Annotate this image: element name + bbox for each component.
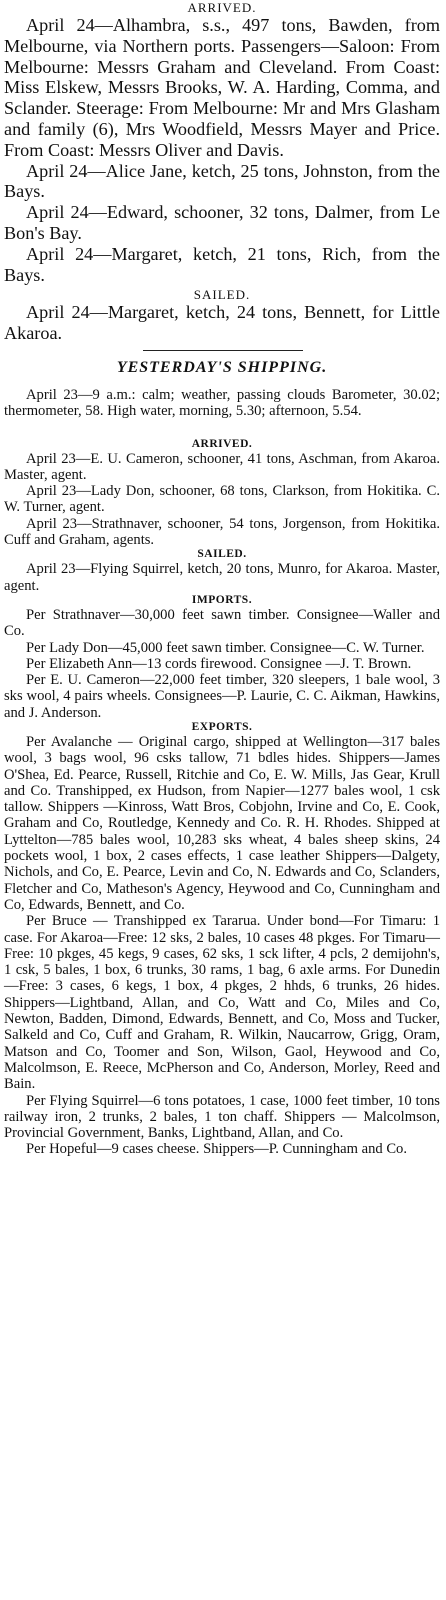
arrived-heading: ARRIVED.: [187, 0, 257, 15]
import-entry: Per Strathnaver—30,000 feet sawn timber. Consignee—Waller and Co.: [4, 606, 440, 640]
export-entry: Per Avalanche — Original cargo, shipped at Wellington—317 bales wool, 3 bags wool, 96 csks tallow, 71 bdles hides. Shippers—James O'Shea, Ed. Pearce, Russell, Ritchie and Co, E. W. Mills, Jas Gear, Krull and Co. Transhipped, ex Hudson, from Napier—1277 bales wool, 1 csk tallow. Shippers —Kinross, Watt Bros, Cobjohn, Irvine and Co, E. Cook, Graham and Co, Routledge, Kennedy and Co. R. H. Rhodes. Shipped at Lyttelton—785 bales wool, 10,283 sks wheat, 4 bales sheep skins, 24 pockets wool, 1 box, 2 cases effects, 1 case leather Shippers—Dalgety, Nichols, and Co, E. Pearce, Levin and Co, N. Edwards and Co, Sclanders, Fletcher and Co, Matheson's Agency, Heywood and Co, Cunningham and Co, Edwards, Bennett, and Co.: [4, 734, 440, 913]
export-entry: Per Bruce — Transhipped ex Tararua. Under bond—For Timaru: 1 case. For Akaroa—Free: 12 sks, 2 bales, 10 cases 48 pkges. For Timaru—Free: 10 pkges, 45 kegs, 9 cases, 62 sks, 1 sck lifter, 4 pcls, 2 demijohn's, 1 csk, 5 bales, 1 box, 6 trunks, 30 rams, 1 bag, 6 axle arms. For Dunedin—Free: 3 cases, 6 kegs, 1 box, 4 pkges, 2 hhds, 6 trunks, 26 hides. Shippers—Lightband, Allan, and Co, Watt and Co, Miles and Co, Newton, Badden, Dimond, Edwards, Bennett, and Co, Moss and Tucker, Salkeld and Co, Cuff and Graham, R. Wilkin, Naucarrow, Grigg, Oram, Matson and Co, Toomer and Son, Wilson, Gaol, Heywood and Co, Malcolmson, E. Reece, McPherson and Co, Anderson, Morley, Reed and Bain.: [4, 913, 440, 1093]
imports-heading: IMPORTS.: [191, 593, 253, 606]
arrival-entry: April 24—Margaret, ketch, 21 tons, Rich, from the Bays.: [4, 243, 440, 285]
arrival-entry: April 24—Alhambra, s.s., 497 tons, Bawden, from Melbourne, via Northern ports. Passengers—Saloon: From Melbourne: Messrs Graham and Cleveland. From Coast: Miss Elskew, Messrs Brooks, W. A. Harding, Comma, and Sclander. Steerage: From Melbourne: Mr and Mrs Glasham and family (6), Mrs Woodfield, Messrs Mayer and Price. From Coast: Messrs Oliver and Davis.: [4, 15, 440, 160]
export-entry: Per Flying Squirrel—6 tons potatoes, 1 case, 1000 feet timber, 10 tons railway iron, 2 trunks, 2 bales, 1 ton chaff. Shippers — Malcolmson, Provincial Government, Banks, Lightband, Allan, and Co.: [4, 1092, 440, 1142]
sailing-entry: April 24—Margaret, ketch, 24 tons, Bennett, for Little Akaroa.: [4, 302, 440, 344]
arrival-entry: April 23—E. U. Cameron, schooner, 41 tons, Aschman, from Akaroa. Master, agent.: [4, 450, 440, 483]
arrival-entry: April 24—Alice Jane, ketch, 25 tons, Johnston, from the Bays.: [4, 160, 440, 202]
arrival-entry: April 23—Strathnaver, schooner, 54 tons, Jorgenson, from Hokitika. Cuff and Graham, agents.: [4, 515, 440, 549]
arrived-heading: ARRIVED.: [191, 437, 253, 450]
arrival-entry: April 23—Lady Don, schooner, 68 tons, Clarkson, from Hokitika. C. W. Turner, agent.: [4, 483, 440, 516]
sailed-heading: SAILED.: [193, 287, 251, 303]
section-title: YESTERDAY'S SHIPPING.: [116, 358, 328, 376]
import-entry: Per E. U. Cameron—22,000 feet timber, 320 sleepers, 1 bale wool, 3 sks wool, 4 pairs wheels. Consignees—P. Laurie, C. C. Aikman, Hawkins, and J. Anderson.: [4, 672, 440, 721]
export-entry: Per Hopeful—9 cases cheese. Shippers—P. Cunningham and Co.: [26, 1141, 407, 1158]
sailed-heading: SAILED.: [197, 548, 247, 561]
yesterdays-shipping-column: [0, 359, 446, 1158]
import-entry: Per Lady Don—45,000 feet sawn timber. Consignee—C. W. Turner.: [26, 639, 425, 656]
import-entry: Per Elizabeth Ann—13 cords firewood. Consignee —J. T. Brown.: [26, 655, 412, 672]
section-divider: [143, 350, 303, 351]
exports-heading: EXPORTS.: [191, 721, 253, 733]
sailing-entry: April 23—Flying Squirrel, ketch, 20 tons, Munro, for Akaroa. Master, agent.: [4, 561, 440, 594]
arrival-entry: April 24—Edward, schooner, 32 tons, Dalmer, from Le Bon's Bay.: [4, 202, 440, 243]
latest-shipping-column: [0, 0, 446, 344]
weather-report: April 23—9 a.m.: calm; weather, passing clouds Barometer, 30.02; thermometer, 58. High water, morning, 5.30; afternoon, 5.54.: [4, 386, 440, 420]
